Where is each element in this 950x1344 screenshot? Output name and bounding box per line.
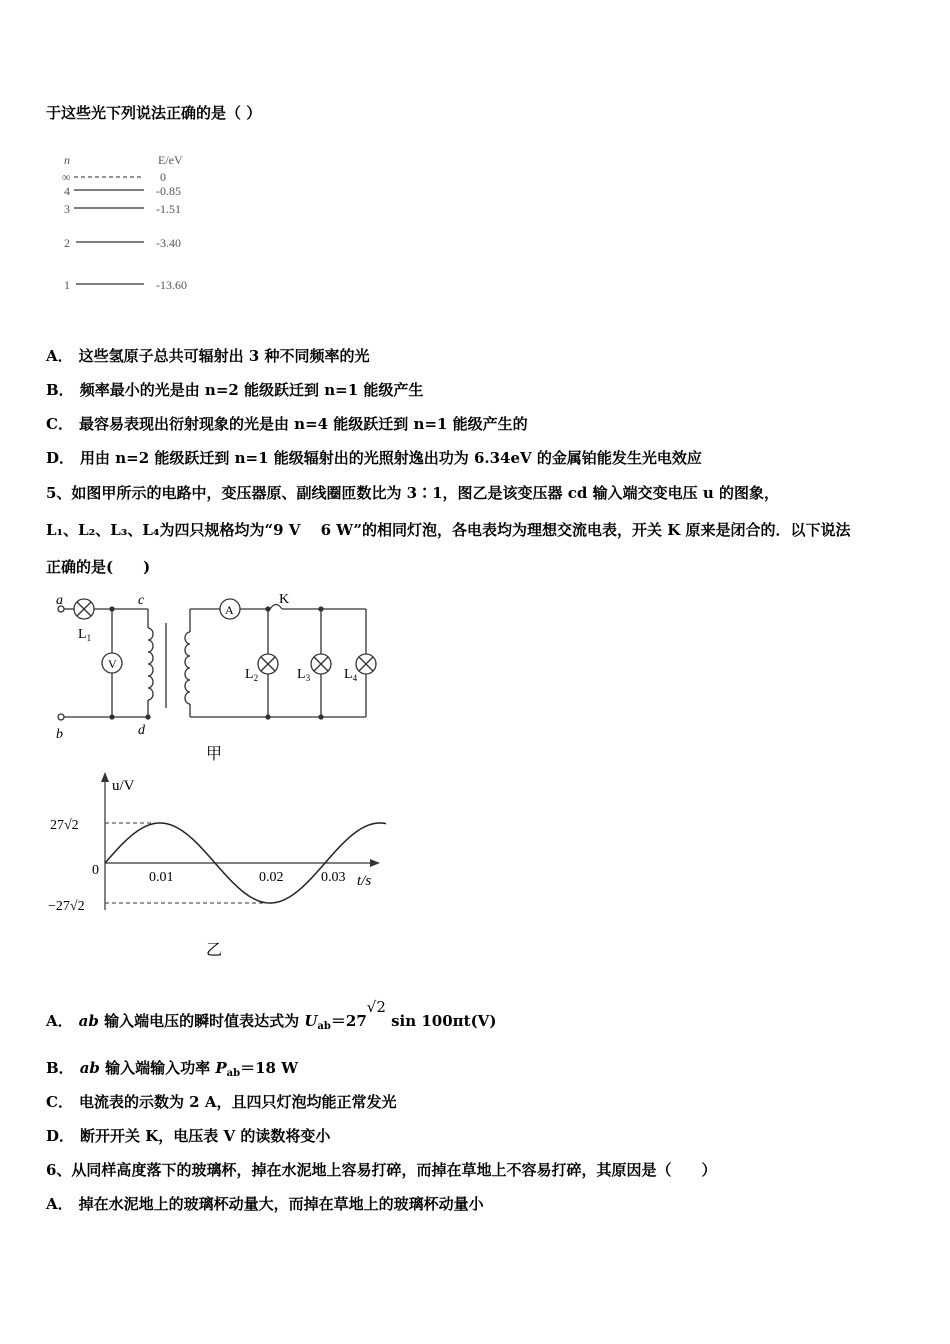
secondary-coil <box>185 632 190 704</box>
q5-stem-line1: 5、如图甲所示的电路中，变压器原、副线圈匝数比为 3∶1，图乙是该变压器 cd 输入端交变电压 u 的图象， <box>46 484 779 502</box>
label-k: K <box>279 592 290 607</box>
x-tick-0.03: 0.03 <box>321 870 346 885</box>
x-axis-label: t/s <box>357 873 372 889</box>
y-axis-arrow <box>101 772 109 782</box>
q5-option-a: A． ab 输入端电压的瞬时值表达式为 $U_{ab}=27√2$ sin 100πt(V) <box>46 998 497 1032</box>
label-l4: $L_4$ <box>344 667 358 683</box>
voltage-chart <box>46 770 386 965</box>
q5-option-c: C． 电流表的示数为 2 A，且四只灯泡均能正常发光 <box>46 1093 397 1111</box>
sqrt-two: √2 <box>366 998 386 1016</box>
q4-stem-tail: 于这些光下列说法正确的是（ ） <box>46 104 262 122</box>
q5-option-d: D． 断开开关 K，电压表 V 的读数将变小 <box>46 1127 331 1145</box>
caption-yi: 乙 <box>206 942 223 959</box>
q4-option-d: D． 用由 n=2 能级跃迁到 n=1 能级辐射出的光照射逸出功为 6.34eV 的金属铂能发生光电效应 <box>46 449 702 467</box>
level-e-4: -0.85 <box>156 184 181 198</box>
circuit-diagram <box>46 588 386 768</box>
y-tick-max: 27√2 <box>50 818 79 833</box>
level-n-3: 3 <box>64 202 70 216</box>
x-tick-0.02: 0.02 <box>259 870 284 885</box>
q6-stem: 6、从同样高度落下的玻璃杯，掉在水泥地上容易打碎，而掉在草地上不容易打碎，其原因是（ ） <box>46 1161 717 1179</box>
q5-stem-line3: 正确的是( ) <box>46 558 151 576</box>
level-e-2: -3.40 <box>156 236 181 250</box>
q6-option-a: A． 掉在水泥地上的玻璃杯动量大，而掉在草地上的玻璃杯动量小 <box>46 1195 484 1213</box>
label-d: d <box>138 723 145 738</box>
q5-option-b: B． ab 输入端输入功率 $P_{ab}=18$ W <box>46 1059 299 1079</box>
origin-label: 0 <box>92 863 99 878</box>
energy-level-diagram <box>60 150 210 300</box>
label-b: b <box>56 727 63 742</box>
label-v: V <box>108 657 117 671</box>
energy-axis-label: E/eV <box>158 153 183 167</box>
q4-option-b: B． 频率最小的光是由 n=2 能级跃迁到 n=1 能级产生 <box>46 381 424 399</box>
q4-option-a: A． 这些氢原子总共可辐射出 3 种不同频率的光 <box>46 347 370 365</box>
y-axis-label: u/V <box>112 778 135 794</box>
q5-stem-line2: L₁、L₂、L₃、L₄为四只规格均为“9 V 6 W”的相同灯泡，各电表均为理想交流电表，开关 K 原来是闭合的．以下说法 <box>46 521 851 539</box>
level-e-1: -13.60 <box>156 278 187 292</box>
level-e-inf: 0 <box>160 170 166 184</box>
x-axis-arrow <box>370 859 380 867</box>
label-a: a <box>56 593 63 608</box>
q4-option-c: C． 最容易表现出衍射现象的光是由 n=4 能级跃迁到 n=1 能级产生的 <box>46 415 528 433</box>
label-l1: $L_1$ <box>78 627 92 643</box>
label-a-meter: A <box>225 603 234 617</box>
level-n-4: 4 <box>64 184 70 198</box>
y-tick-min: −27√2 <box>48 899 85 914</box>
caption-jia: 甲 <box>206 746 223 763</box>
level-n-inf: ∞ <box>62 170 71 184</box>
label-l3: $L_3$ <box>297 667 311 683</box>
label-c: c <box>138 593 145 608</box>
terminal-b <box>58 714 64 720</box>
x-tick-0.01: 0.01 <box>149 870 174 885</box>
level-e-3: -1.51 <box>156 202 181 216</box>
primary-coil <box>148 628 153 700</box>
n-axis-label: n <box>64 153 70 167</box>
level-n-2: 2 <box>64 236 70 250</box>
label-l2: $L_2$ <box>245 667 259 683</box>
level-n-1: 1 <box>64 278 70 292</box>
